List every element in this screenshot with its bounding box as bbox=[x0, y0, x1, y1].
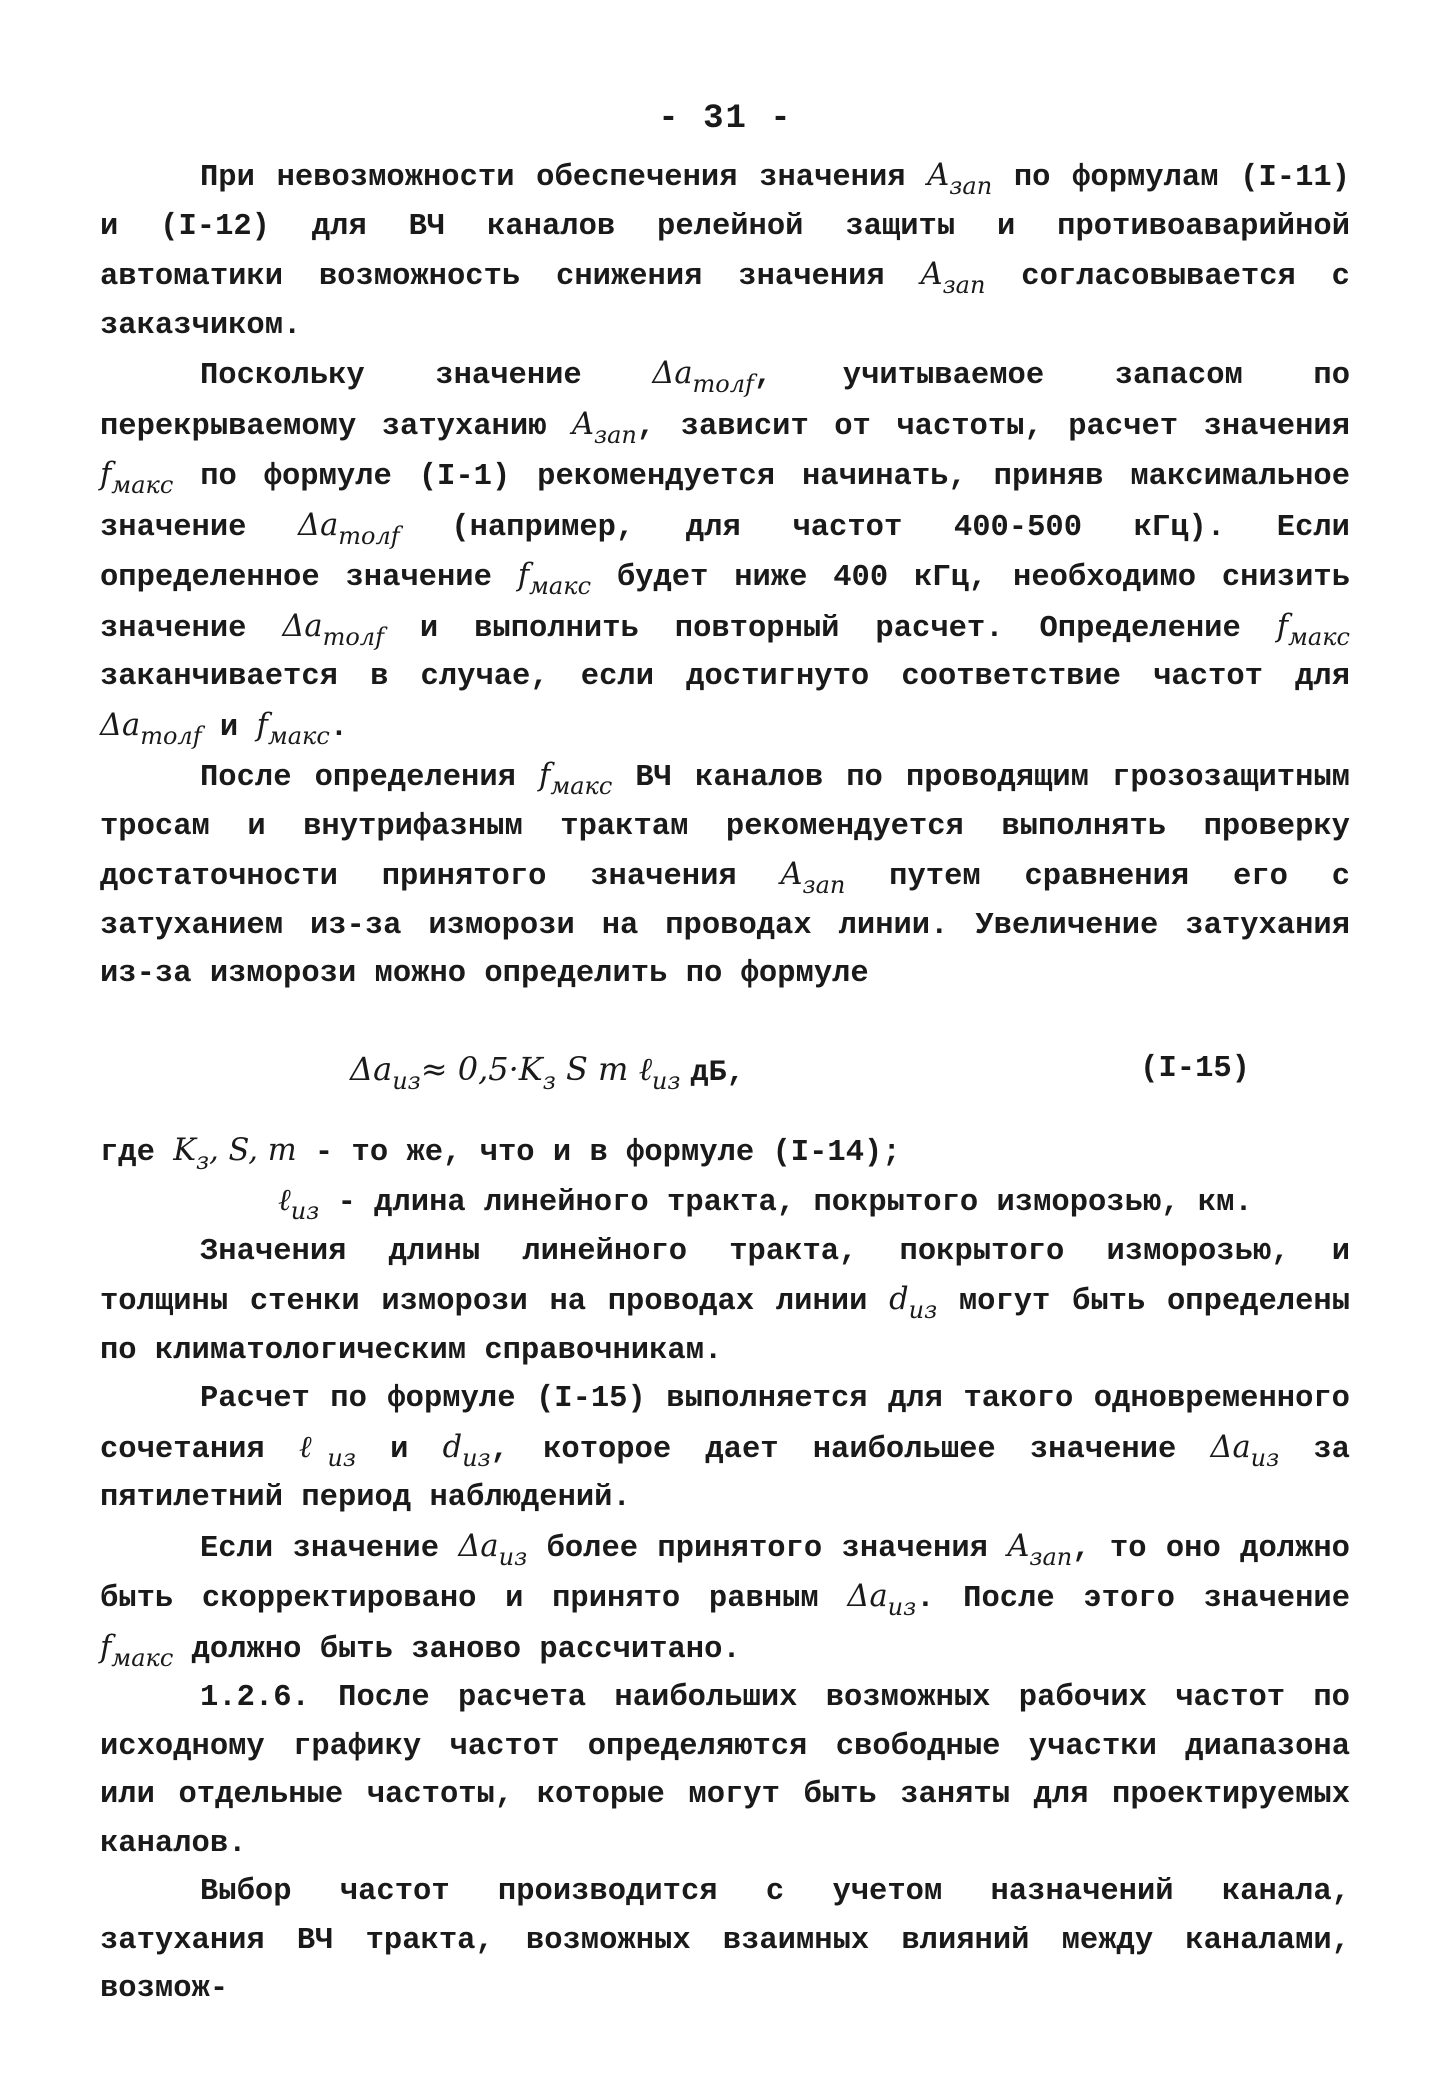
paragraph-4: Значения длины линейного тракта, покрытого изморозью, и толщины стенки изморози на проводах линии $d_{из}$ могут быть определены по климатологическим справочникам. bbox=[100, 1234, 1350, 1368]
paragraph-8: Выбор частот производится с учетом назначений канала, затухания ВЧ тракта, возможных взаимных влияний между каналами, возмож- bbox=[100, 1875, 1350, 2006]
paragraph-1: При невозможности обеспечения значения $A_{зап}$ по формулам (I-11) и (I-12) для ВЧ каналов релейной защиты и противоаварийной автоматики возможность снижения значения $A_{зап}$ согласовывается с заказчиком. bbox=[100, 158, 1350, 343]
paragraph-5: Расчет по формуле (I-15) выполняется для такого одновременного сочетания ℓ$_{из}$ и $d_{из}$, которое дает наибольшее значение $\Delta a_{из}$ за пятилетний период наблюдений. bbox=[100, 1382, 1350, 1515]
paragraph-7: 1.2.6. После расчета наибольших возможных рабочих частот по исходному графику частот определяются свободные участки диапазона или отдельные частоты, которые могут быть заняты для проектируемых каналов. bbox=[100, 1681, 1350, 1861]
symbol-f-make: $f_{макс}$ bbox=[100, 457, 174, 499]
body-text bbox=[100, 152, 1350, 2014]
paragraph-3: После определения $f_{макс}$ ВЧ каналов по проводящим грозозащитным тросам и внутрифазным трактам рекомендуется выполнять проверку достаточности принятого значения $A_{зап}$ путем сравнения его с затуханием из-за изморози на проводах линии. Увеличение затухания из-за изморози можно определить по формуле bbox=[100, 758, 1351, 991]
symbol-a-zap: $A_{зап}$ bbox=[927, 158, 993, 200]
paragraph-6: Если значение $\Delta a_{из}$ более принятого значения $A_{зап}$, то оно должно быть скорректировано и принято равным $\Delta a_{из}$. После этого значение $f_{макс}$ должно быть заново рассчитано. bbox=[100, 1528, 1350, 1672]
formula-row bbox=[100, 1027, 1350, 1127]
symbol-delta-a-tolf: $\Delta a_{толf}$ bbox=[652, 356, 754, 398]
where-line-1: где $K_з$, S, m - то же, что и в формуле (I-14); bbox=[100, 1132, 901, 1175]
where-line-2: ℓ$_{из}$ - длина линейного тракта, покрытого изморозью, км. bbox=[278, 1183, 1253, 1225]
formula-1-15: $\Delta a_{из}\approx 0,5\cdot K_з$ S m ℓ$_{из}$ дБ, bbox=[350, 1049, 745, 1095]
page-number: - 31 - bbox=[658, 100, 793, 138]
formula-number: (I-15) bbox=[1140, 1051, 1250, 1086]
paragraph-2: Поскольку значение $\Delta a_{толf}$, учитываемое запасом по перекрываемому затуханию $A_{зап}$, зависит от частоты, расчет значения $f_{макс}$ по формуле (I-1) рекомендуется начинать, приняв максимальное значение $\Delta a_{толf}$ (например, для частот 400-500 кГц). Если определенное значение $f_{макс}$ будет ниже 400 кГц, необходимо снизить значение $\Delta a_{толf}$ и выполнить повторный расчет. Определение $f_{макс}$ заканчивается в случае, если достигнуто соответствие частот для $\Delta a_{толf}$ и $f_{макс}$. bbox=[100, 356, 1350, 750]
